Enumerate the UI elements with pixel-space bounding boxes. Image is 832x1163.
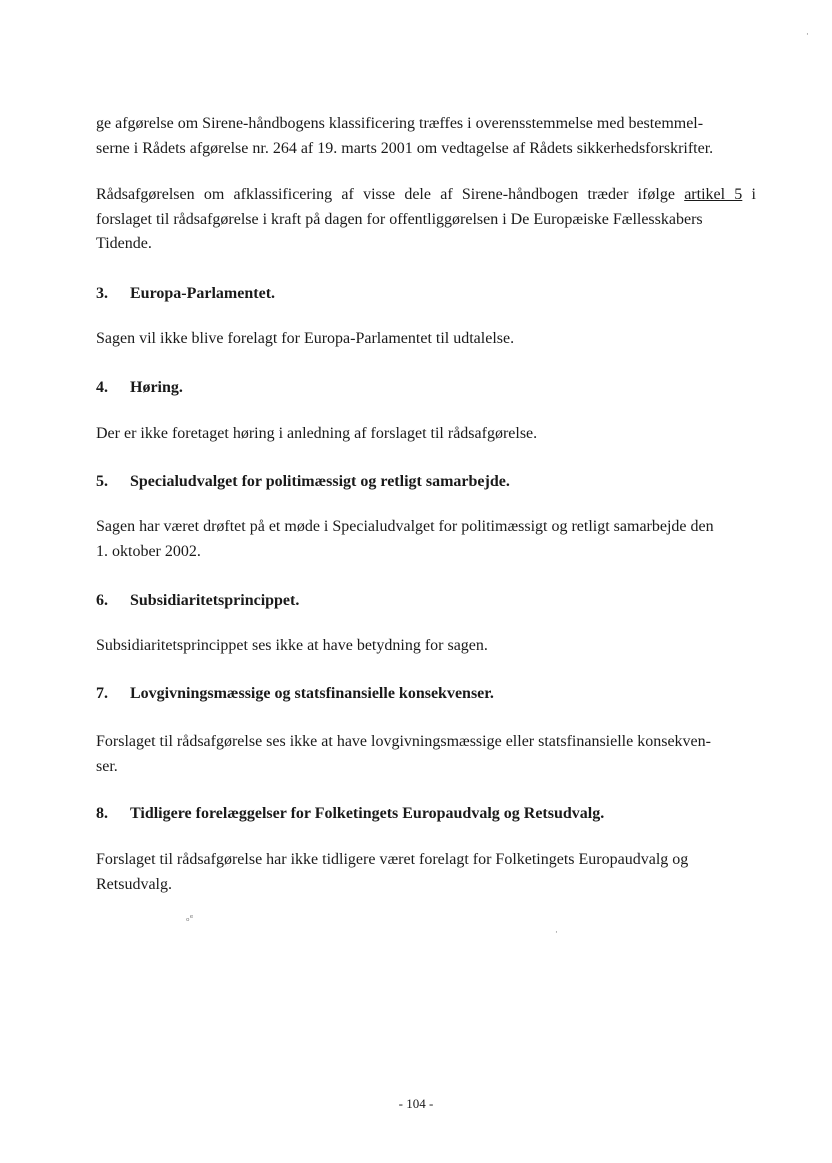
text-line: Forslaget til rådsafgørelse ses ikke at have lovgivningsmæssige eller statsfinansielle konsekven- xyxy=(96,733,711,750)
section-title: Europa-Parlamentet. xyxy=(130,285,276,302)
text-line: serne i Rådets afgørelse nr. 264 af 19. marts 2001 om vedtagelse af Rådets sikkerhedsforskrifter. xyxy=(96,139,714,157)
section-title: Subsidiaritetsprincippet. xyxy=(130,592,300,609)
section-body xyxy=(96,515,756,564)
section-body xyxy=(96,422,756,447)
section-heading xyxy=(96,470,756,494)
text-line: Der er ikke foretaget høring i anledning af forslaget til rådsafgørelse. xyxy=(96,425,538,442)
section-number: 8. xyxy=(96,805,108,822)
section-title: Høring. xyxy=(130,379,183,396)
section-body xyxy=(96,327,756,352)
text-line xyxy=(96,183,756,208)
text-line: forslaget til rådsafgørelse i kraft på dagen for offentliggørelsen i De Europæiske Fællesskabers xyxy=(96,210,703,228)
section-heading xyxy=(96,376,756,400)
text-line: ser. xyxy=(96,757,118,775)
section-number: 4. xyxy=(96,379,108,396)
text-line: ge afgørelse om Sirene-håndbogens klassificering træffes i overensstemmelse med bestemmel- xyxy=(96,115,704,132)
text-line: Forslaget til rådsafgørelse har ikke tidligere været forelagt for Folketingets Europaudvalg og xyxy=(96,851,689,868)
section-heading xyxy=(96,682,756,706)
section-body xyxy=(96,848,756,897)
section-title: Tidligere forelæggelser for Folketingets Europaudvalg og Retsudvalg. xyxy=(130,805,605,822)
article-reference-link[interactable]: artikel 5 xyxy=(684,186,743,203)
scan-speck: ₒᵉ xyxy=(186,914,194,924)
scan-speck: · xyxy=(555,928,558,938)
section-number: 7. xyxy=(96,685,108,702)
text-line: Subsidiaritetsprincippet ses ikke at have betydning for sagen. xyxy=(96,637,488,654)
text-line: 1. oktober 2002. xyxy=(96,542,201,560)
section-number: 3. xyxy=(96,285,108,302)
section-body xyxy=(96,730,756,779)
section-title: Lovgivningsmæssige og statsfinansielle konsekvenser. xyxy=(130,685,494,702)
text-line: Retsudvalg. xyxy=(96,875,172,893)
section-title: Specialudvalget for politimæssigt og retligt samarbejde. xyxy=(130,473,510,490)
text-line: Tidende. xyxy=(96,235,152,252)
text-segment: Rådsafgørelsen om afklassificering af visse dele af Sirene-håndbogen træder ifølge xyxy=(96,186,685,203)
section-heading xyxy=(96,802,756,826)
paragraph-classification xyxy=(96,112,756,161)
text-line: Sagen har været drøftet på et møde i Specialudvalget for politimæssigt og retligt samarbejde den xyxy=(96,518,714,535)
section-number: 6. xyxy=(96,592,108,609)
section-heading xyxy=(96,589,756,613)
page-number: - 104 - xyxy=(398,1096,434,1111)
text-segment: i xyxy=(742,186,756,203)
text-line: Sagen vil ikke blive forelagt for Europa-Parlamentet til udtalelse. xyxy=(96,330,515,347)
paragraph-declassification xyxy=(96,183,756,257)
section-body xyxy=(96,634,756,659)
scan-speck: · xyxy=(806,30,809,40)
section-number: 5. xyxy=(96,473,108,490)
section-heading xyxy=(96,282,756,306)
